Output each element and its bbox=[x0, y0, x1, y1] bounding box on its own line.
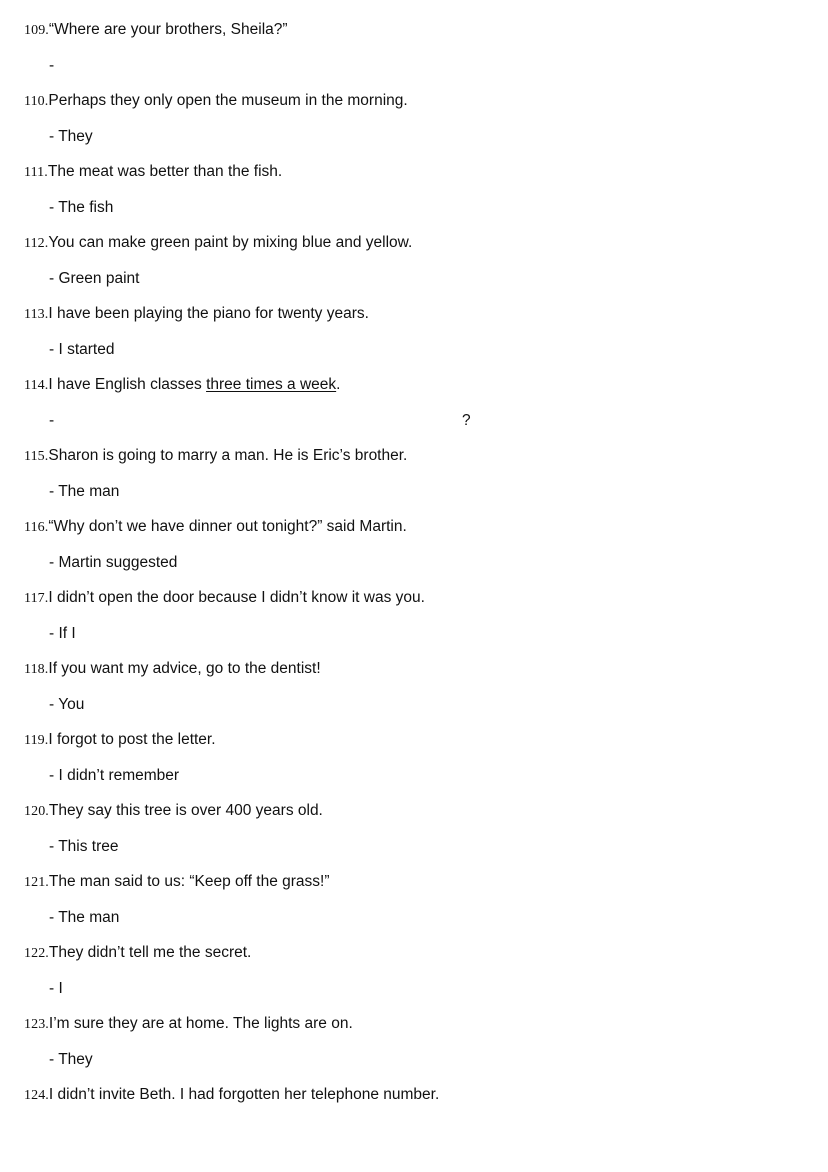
question-line bbox=[24, 1013, 353, 1035]
exercise-item bbox=[24, 587, 804, 658]
question-line bbox=[24, 1084, 439, 1106]
exercise-item bbox=[24, 516, 804, 587]
question-number: 121. bbox=[24, 875, 49, 890]
answer-prompt: - They bbox=[49, 1051, 93, 1068]
exercise-item bbox=[24, 942, 804, 1013]
question-number: 109. bbox=[24, 23, 49, 38]
answer-prompt: - If I bbox=[49, 625, 76, 642]
answer-prompt: - bbox=[49, 412, 55, 429]
exercise-item bbox=[24, 445, 804, 516]
question-number: 120. bbox=[24, 804, 49, 819]
question-line bbox=[24, 729, 216, 751]
question-text: The meat was better than the fish. bbox=[47, 163, 283, 180]
question-text: Sharon is going to marry a man. He is Eric’s brother. bbox=[48, 447, 408, 464]
exercise-item bbox=[24, 1013, 804, 1084]
question-text: I have English classes bbox=[48, 376, 207, 393]
answer-prompt: - Martin suggested bbox=[49, 554, 178, 571]
question-number: 118. bbox=[24, 662, 49, 677]
answer-prompt: - The man bbox=[49, 909, 120, 926]
question-number: 119. bbox=[24, 733, 49, 748]
question-number: 115. bbox=[24, 449, 49, 464]
answer-prompt: - They bbox=[49, 128, 93, 145]
question-number: 116. bbox=[24, 520, 49, 535]
answer-prompt: - The fish bbox=[49, 199, 114, 216]
question-number: 110. bbox=[24, 94, 49, 109]
question-number: 117. bbox=[24, 591, 49, 606]
question-line bbox=[24, 445, 407, 467]
question-line bbox=[24, 942, 251, 964]
answer-prompt: - I bbox=[49, 980, 63, 997]
question-line bbox=[24, 516, 407, 538]
exercise-item bbox=[24, 658, 804, 729]
question-text: If you want my advice, go to the dentist! bbox=[48, 660, 321, 677]
question-number: 122. bbox=[24, 946, 49, 961]
answer-prompt: - This tree bbox=[49, 838, 119, 855]
exercise-item bbox=[24, 232, 804, 303]
exercise-item bbox=[24, 729, 804, 800]
answer-prompt: - I started bbox=[49, 341, 115, 358]
question-line bbox=[24, 303, 369, 325]
question-number: 111. bbox=[24, 165, 48, 180]
question-line bbox=[24, 871, 330, 893]
question-line bbox=[24, 19, 288, 41]
exercise-item bbox=[24, 303, 804, 374]
exercise-item bbox=[24, 161, 804, 232]
exercise-item bbox=[24, 19, 804, 90]
question-number: 113. bbox=[24, 307, 49, 322]
question-number: 114. bbox=[24, 378, 49, 393]
answer-prompt: - You bbox=[49, 696, 85, 713]
question-text: The man said to us: “Keep off the grass!” bbox=[48, 873, 330, 890]
question-line bbox=[24, 587, 425, 609]
exercise-item bbox=[24, 871, 804, 942]
exercise-item bbox=[24, 1084, 804, 1155]
answer-prompt: - The man bbox=[49, 483, 120, 500]
question-text: I’m sure they are at home. The lights are on. bbox=[48, 1015, 353, 1032]
question-text: They say this tree is over 400 years old. bbox=[48, 802, 323, 819]
question-text: I forgot to post the letter. bbox=[48, 731, 216, 748]
exercise-item bbox=[24, 374, 804, 445]
question-line bbox=[24, 90, 408, 112]
question-line bbox=[24, 374, 340, 396]
question-text: I have been playing the piano for twenty years. bbox=[48, 305, 369, 322]
question-text: I didn’t invite Beth. I had forgotten her telephone number. bbox=[48, 1086, 440, 1103]
question-text: Perhaps they only open the museum in the morning. bbox=[48, 92, 408, 109]
question-text: You can make green paint by mixing blue and yellow. bbox=[48, 234, 413, 251]
question-text: . bbox=[336, 376, 341, 393]
question-number: 112. bbox=[24, 236, 49, 251]
question-text: I didn’t open the door because I didn’t know it was you. bbox=[48, 589, 425, 606]
answer-prompt: - Green paint bbox=[49, 270, 140, 287]
answer-end-mark: ? bbox=[462, 412, 471, 429]
question-number: 123. bbox=[24, 1017, 49, 1032]
question-text: “Why don’t we have dinner out tonight?” said Martin. bbox=[48, 518, 407, 535]
question-line bbox=[24, 232, 412, 254]
question-line bbox=[24, 800, 323, 822]
underlined-phrase: three times a week bbox=[206, 376, 337, 393]
question-text: They didn’t tell me the secret. bbox=[48, 944, 252, 961]
question-line bbox=[24, 161, 282, 183]
question-number: 124. bbox=[24, 1088, 49, 1103]
exercise-item bbox=[24, 90, 804, 161]
exercise-item bbox=[24, 800, 804, 871]
answer-prompt: - I didn’t remember bbox=[49, 767, 180, 784]
answer-prompt: - bbox=[49, 57, 55, 74]
question-line bbox=[24, 658, 321, 680]
question-text: “Where are your brothers, Sheila?” bbox=[48, 21, 288, 38]
